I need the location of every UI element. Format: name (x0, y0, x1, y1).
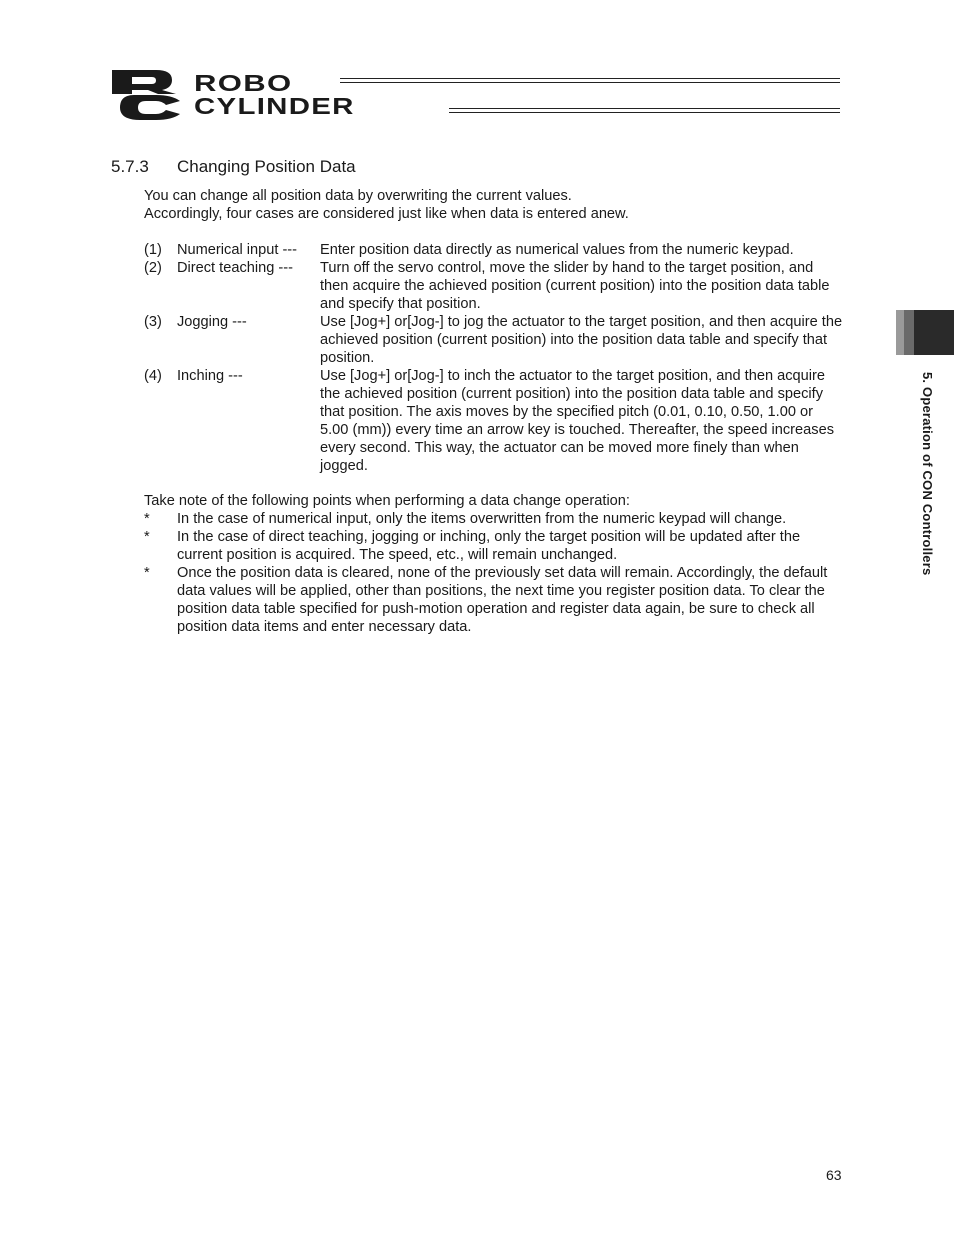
note-text: In the case of direct teaching, jogging or inching, only the target position will be updated after the current position is acquired. The speed, etc., will remain unchanged. (177, 529, 801, 563)
case-description: Turn off the servo control, move the slider by hand to the target position, and then acquire the achieved position (current position) into the position data table and specify that position. (320, 260, 830, 312)
cases-list (144, 241, 844, 475)
note-item (144, 564, 849, 636)
note-bullet: * (144, 565, 150, 581)
section-heading (111, 157, 356, 177)
case-label: Inching --- (177, 368, 243, 384)
case-number: (1) (144, 242, 162, 258)
chapter-tab (896, 310, 954, 355)
chapter-tab-block (914, 310, 954, 355)
case-number: (2) (144, 260, 162, 276)
note-item (144, 510, 849, 528)
case-label: Numerical input --- (177, 242, 298, 258)
case-description: Enter position data directly as numerical values from the numeric keypad. (320, 242, 794, 258)
page-number: 63 (826, 1167, 842, 1183)
case-label: Jogging --- (177, 314, 247, 330)
case-description: Use [Jog+] or[Jog-] to jog the actuator to the target position, and then acquire the achieved position (current position) into the position data table and specify that position. (320, 314, 843, 366)
case-label: Direct teaching --- (177, 260, 293, 276)
intro-line: You can change all position data by overwriting the current values. (144, 188, 572, 204)
chapter-tab-stripe-mid (904, 310, 914, 355)
case-item (144, 313, 844, 367)
note-bullet: * (144, 529, 150, 545)
chapter-side-label: 5. Operation of CON Controllers (920, 372, 935, 576)
intro-line: Accordingly, four cases are considered just like when data is entered anew. (144, 206, 629, 222)
case-number: (3) (144, 314, 162, 330)
logo-word-robo: ROBO (194, 70, 293, 96)
logo-word-cylinder: CYLINDER (194, 93, 355, 119)
section-number: 5.7.3 (111, 157, 149, 176)
intro-paragraph (144, 187, 629, 223)
note-text: Once the position data is cleared, none of the previously set data will remain. Accordingly, the default data values will be applied, other than positions, the next time you register position data. To clear the position data table specified for push-motion operation and register data again, be sure to check all position data items and enter necessary data. (177, 565, 828, 635)
chapter-tab-stripe-light (896, 310, 904, 355)
section-title: Changing Position Data (177, 157, 356, 176)
case-item (144, 241, 844, 259)
case-item (144, 259, 844, 313)
note-text: In the case of numerical input, only the items overwritten from the numeric keypad will change. (177, 511, 787, 527)
note-bullet: * (144, 511, 150, 527)
note-item (144, 528, 849, 564)
rc-logo-icon (110, 68, 186, 120)
notes-intro: Take note of the following points when performing a data change operation: (144, 493, 630, 509)
case-description: Use [Jog+] or[Jog-] to inch the actuator to the target position, and then acquire the achieved position (current position) into the position data table and specify that position. The axis moves by the specified pitch (0.01, 0.10, 0.50, 1.00 or 5.00 (mm)) every time an arrow key is touched. Thereafter, the speed increases every second. This way, the actuator can be moved more finely than when jogged. (320, 368, 834, 474)
case-item (144, 367, 844, 475)
header-rule-bottom (449, 108, 840, 113)
case-number: (4) (144, 368, 162, 384)
notes-list (144, 510, 849, 636)
header-rule-top (340, 78, 840, 83)
